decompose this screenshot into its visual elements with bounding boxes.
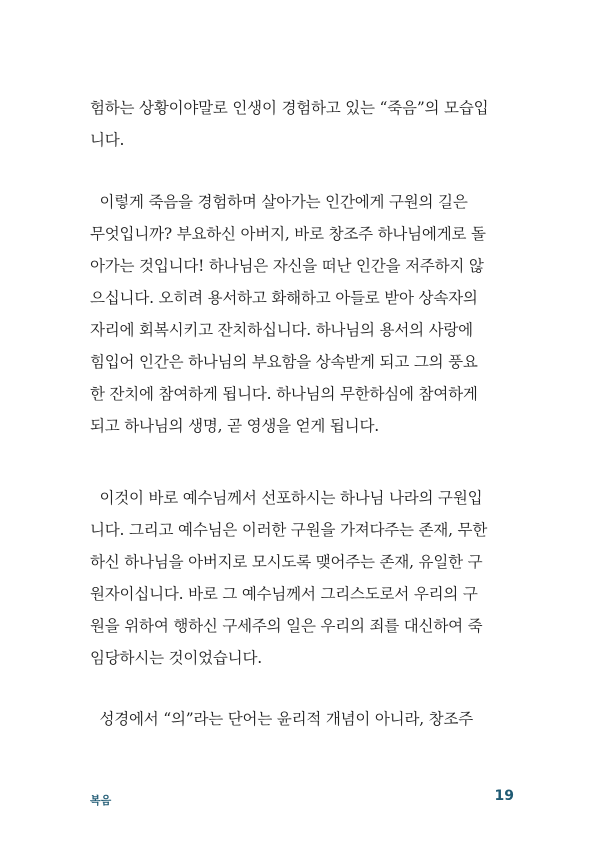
text-line: 되고 하나님의 생명, 곧 영생을 얻게 됩니다. bbox=[90, 417, 379, 435]
text-line: 이것이 바로 예수님께서 선포하시는 하나님 나라의 구원입 bbox=[90, 489, 483, 507]
paragraph-4 bbox=[90, 703, 520, 735]
paragraph-3 bbox=[90, 482, 520, 674]
section-label: 복음 bbox=[90, 794, 112, 807]
text-line: 자리에 회복시키고 잔치하십니다. 하나님의 용서의 사랑에 bbox=[90, 321, 473, 339]
text-line: 무엇입니까? 부요하신 아버지, 바로 창조주 하나님에게로 돌 bbox=[90, 225, 486, 243]
text-line: 니다. bbox=[90, 131, 125, 149]
text-line: 니다. 그리고 예수님은 이러한 구원을 가져다주는 존재, 무한 bbox=[90, 521, 488, 539]
text-line: 험하는 상황이야말로 인생이 경험하고 있는 “죽음”의 모습입 bbox=[90, 99, 489, 117]
text-line: 힘입어 인간은 하나님의 부요함을 상속받게 되고 그의 풍요 bbox=[90, 353, 478, 371]
paragraph-1 bbox=[90, 92, 520, 156]
page-number: 19 bbox=[494, 788, 514, 804]
text-line: 원을 위하여 행하신 구세주의 일은 우리의 죄를 대신하여 죽 bbox=[90, 617, 483, 635]
text-line: 으십니다. 오히려 용서하고 화해하고 아들로 받아 상속자의 bbox=[90, 289, 478, 307]
text-line: 아가는 것입니다! 하나님은 자신을 떠난 인간을 저주하지 않 bbox=[90, 257, 484, 275]
paragraph-2 bbox=[90, 186, 520, 442]
text-line: 한 잔치에 참여하게 됩니다. 하나님의 무한하심에 참여하게 bbox=[90, 385, 478, 403]
text-line: 하신 하나님을 아버지로 모시도록 맺어주는 존재, 유일한 구 bbox=[90, 553, 483, 571]
text-line: 이렇게 죽음을 경험하며 살아가는 인간에게 구원의 길은 bbox=[90, 193, 468, 211]
text-line: 원자이십니다. 바로 그 예수님께서 그리스도로서 우리의 구 bbox=[90, 585, 478, 603]
text-line: 성경에서 “의”라는 단어는 윤리적 개념이 아니라, 창조주 bbox=[90, 710, 473, 728]
text-line: 임당하시는 것이었습니다. bbox=[90, 649, 262, 667]
